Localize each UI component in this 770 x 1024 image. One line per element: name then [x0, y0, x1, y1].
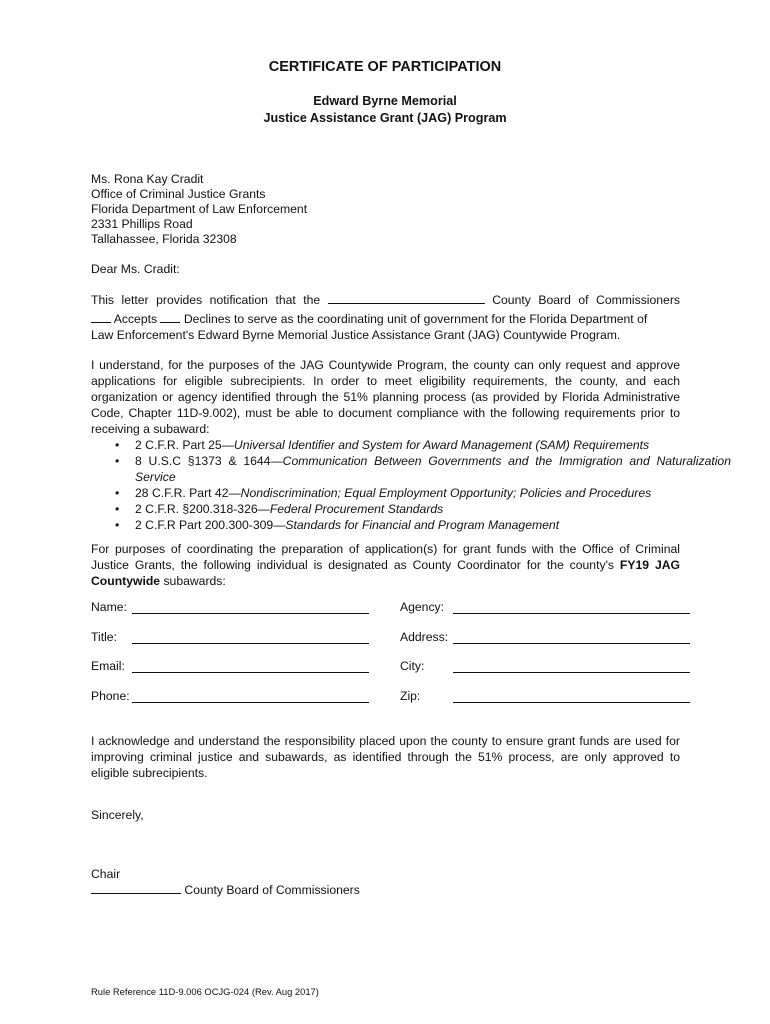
recipient-name: Ms. Rona Kay Cradit — [91, 172, 204, 186]
coordinator-agency-field — [400, 600, 444, 614]
coordinator-bold-text: FY19 JAG Countywide — [91, 558, 680, 588]
requirement-item — [91, 453, 731, 485]
requirement-item — [91, 437, 731, 453]
requirement-citation: 2 C.F.R. §200.318-326— — [135, 502, 270, 516]
coordinator-address-field — [400, 630, 448, 644]
declines-checkbox-blank[interactable] — [160, 311, 180, 323]
city-label: City: — [400, 659, 425, 673]
accepts-checkbox-blank[interactable] — [91, 311, 111, 323]
signature-county-line — [91, 882, 360, 897]
recipient-office: Office of Criminal Justice Grants — [91, 187, 266, 201]
title-label: Title: — [91, 630, 117, 644]
requirement-citation: 8 U.S.C §1373 & 1644— — [135, 454, 283, 468]
requirement-citation: 2 C.F.R. Part 25— — [135, 438, 234, 452]
address-label: Address: — [400, 630, 449, 644]
notification-line-1 — [91, 292, 680, 308]
address-input-line[interactable] — [453, 643, 690, 644]
rule-reference-footer: Rule Reference 11D-9.006 OCJG-024 (Rev. Aug 2017) — [91, 986, 319, 997]
acknowledgement-paragraph: I acknowledge and understand the responsibility placed upon the county to ensure grant funds are used for improving criminal justice and subawards, as identified through the 51% process, are only approved to eligible subrecipients. — [91, 734, 680, 780]
program-name-line1: Edward Byrne Memorial — [313, 94, 457, 108]
signature-chair: Chair — [91, 867, 121, 881]
coordinator-zip-field — [400, 689, 420, 703]
agency-label: Agency: — [400, 600, 445, 614]
signature-county-blank[interactable] — [91, 882, 181, 894]
phone-label: Phone: — [91, 689, 130, 703]
accepts-label: Accepts — [113, 312, 158, 326]
name-input-line[interactable] — [132, 613, 369, 614]
coordinator-email-field — [91, 659, 125, 673]
name-label: Name: — [91, 600, 127, 614]
recipient-department: Florida Department of Law Enforcement — [91, 202, 308, 216]
requirement-item — [91, 517, 731, 533]
requirement-citation: 28 C.F.R. Part 42— — [135, 486, 241, 500]
requirement-description: Universal Identifier and System for Award Management (SAM) Requirements — [233, 438, 650, 452]
coordinator-phone-field — [91, 689, 130, 703]
closing: Sincerely, — [91, 808, 144, 822]
coordinator-city-field — [400, 659, 424, 673]
coordinator-title-field — [91, 630, 117, 644]
coordinator-name-field — [91, 600, 127, 614]
coordinator-tail: subawards: — [163, 574, 226, 588]
coordinator-text: For purposes of coordinating the preparation of application(s) for grant funds with the Office of Criminal Justice Grants, the following individual is designated as County Coordinator for the county's — [91, 542, 680, 572]
county-board-label: County Board of Commissioners — [492, 293, 680, 307]
requirement-description: Standards for Financial and Program Management — [285, 518, 560, 532]
requirement-item — [91, 485, 731, 501]
program-name-line2: Justice Assistance Grant (JAG) Program — [263, 111, 507, 125]
notification-paragraph — [91, 292, 680, 343]
notification-line-3: Law Enforcement's Edward Byrne Memorial Justice Assistance Grant (JAG) Countywide Program. — [91, 328, 621, 342]
certificate-title: CERTIFICATE OF PARTICIPATION — [268, 59, 502, 75]
notification-lead: This letter provides notification that the — [91, 293, 321, 307]
email-label: Email: — [91, 659, 125, 673]
requirement-description: Federal Procurement Standards — [269, 502, 444, 516]
requirement-description: Communication Between Governments and the Immigration and Naturalization Service — [135, 454, 731, 484]
notification-line-2 — [91, 311, 680, 327]
requirement-item — [91, 501, 731, 517]
zip-input-line[interactable] — [453, 702, 690, 703]
coordinator-paragraph — [91, 541, 680, 589]
zip-label: Zip: — [400, 689, 421, 703]
phone-input-line[interactable] — [132, 702, 369, 703]
recipient-street: 2331 Phillips Road — [91, 217, 193, 231]
requirements-list — [91, 437, 731, 533]
county-name-blank[interactable] — [328, 292, 485, 304]
recipient-address — [91, 172, 307, 247]
recipient-city: Tallahassee, Florida 32308 — [91, 232, 237, 246]
email-input-line[interactable] — [132, 672, 369, 673]
eligibility-paragraph: I understand, for the purposes of the JAG Countywide Program, the county can only request and approve applications for eligible subrecipients. In order to meet eligibility requirements, the county, and each organization or agency identified through the 51% planning process (as provided by Florida Administrative Code, Chapter 11D-9.002), must be able to document compliance with the following requirements prior to receiving a subaward: — [91, 358, 680, 436]
greeting: Dear Ms. Cradit: — [91, 262, 180, 276]
title-input-line[interactable] — [132, 643, 369, 644]
requirement-description: Nondiscrimination; Equal Employment Opportunity; Policies and Procedures — [240, 486, 652, 500]
city-input-line[interactable] — [453, 672, 690, 673]
requirement-citation: 2 C.F.R Part 200.300-309— — [135, 518, 286, 532]
signature-county-board: County Board of Commissioners — [184, 883, 360, 897]
declines-label: Declines to serve as the coordinating unit of government for the Florida Department of — [183, 312, 648, 326]
agency-input-line[interactable] — [453, 613, 690, 614]
